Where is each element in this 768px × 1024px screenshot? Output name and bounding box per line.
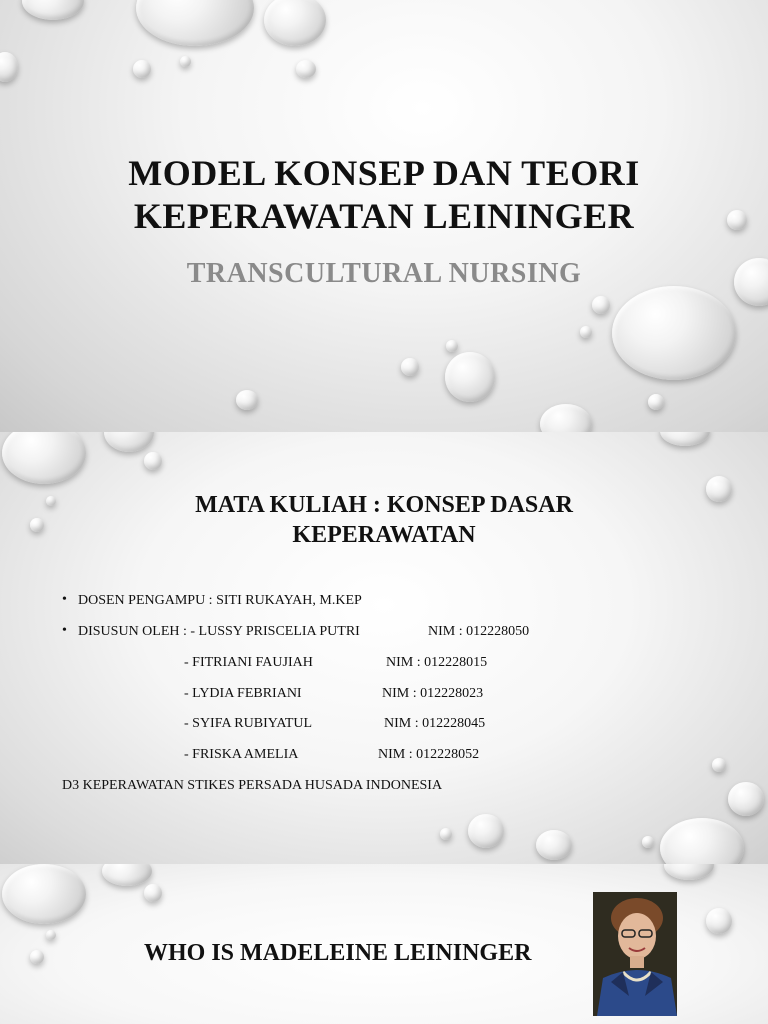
title-line-1: MODEL KONSEP DAN TEORI: [128, 153, 640, 193]
water-drop: [401, 358, 419, 376]
course-details: [0, 432, 768, 864]
water-drop: [648, 394, 664, 410]
water-drop: [592, 296, 610, 314]
member-nim: NIM : 012228045: [384, 716, 486, 731]
water-drop: [236, 390, 258, 410]
lecturer-line: DOSEN PENGAMPU : SITI RUKAYAH, M.KEP: [78, 593, 362, 608]
member-nim: NIM : 012228052: [378, 747, 480, 762]
water-drop: [144, 884, 162, 902]
member-nim: NIM : 012228015: [386, 655, 488, 670]
member-name: - SYIFA RUBIYATUL: [184, 716, 313, 731]
course-heading-line-1: MATA KULIAH : KONSEP DASAR: [195, 492, 573, 518]
water-drop: [734, 258, 768, 306]
water-drop: [445, 352, 495, 402]
water-drop: [540, 404, 592, 432]
water-drop: [706, 908, 732, 934]
water-drop: [446, 340, 458, 352]
member-nim: NIM : 012228050: [428, 624, 530, 639]
slide-subtitle: TRANSCULTURAL NURSING: [186, 258, 582, 289]
water-drop: [664, 864, 714, 880]
member-name: - LYDIA FEBRIANI: [184, 686, 302, 701]
water-drop: [133, 60, 151, 78]
water-drop: [136, 0, 254, 46]
who-is-heading: WHO IS MADELEINE LEININGER: [144, 940, 532, 966]
bullet-icon: •: [62, 592, 67, 607]
member-name: - FITRIANI FAUJIAH: [184, 655, 313, 670]
water-drop: [102, 864, 152, 886]
water-drop: [2, 864, 86, 924]
course-heading-line-2: KEPERAWATAN: [292, 522, 476, 548]
water-drop: [296, 60, 316, 78]
institution-line: D3 KEPERAWATAN STIKES PERSADA HUSADA INDONESIA: [62, 778, 443, 793]
water-drop: [727, 210, 747, 230]
water-drop: [580, 326, 592, 338]
water-drop: [0, 52, 18, 82]
bullet-icon: •: [62, 623, 67, 638]
slide-title: [0, 0, 768, 432]
water-drop: [46, 930, 56, 940]
compiled-by-line: DISUSUN OLEH : - LUSSY PRISCELIA PUTRI: [78, 624, 360, 639]
water-drop: [264, 0, 326, 46]
slide-course-info: [0, 432, 768, 864]
water-drop: [30, 950, 44, 964]
member-nim: NIM : 012228023: [382, 686, 484, 701]
member-name: - FRISKA AMELIA: [184, 747, 299, 762]
slide-who-is-leininger: [0, 864, 768, 1024]
slide-title-heading: [40, 152, 728, 238]
water-drop: [180, 56, 191, 67]
water-drop: [612, 286, 736, 380]
portrait-photo-icon: [593, 892, 677, 1016]
title-line-2: KEPERAWATAN LEININGER: [133, 196, 635, 236]
water-drop: [22, 0, 84, 20]
